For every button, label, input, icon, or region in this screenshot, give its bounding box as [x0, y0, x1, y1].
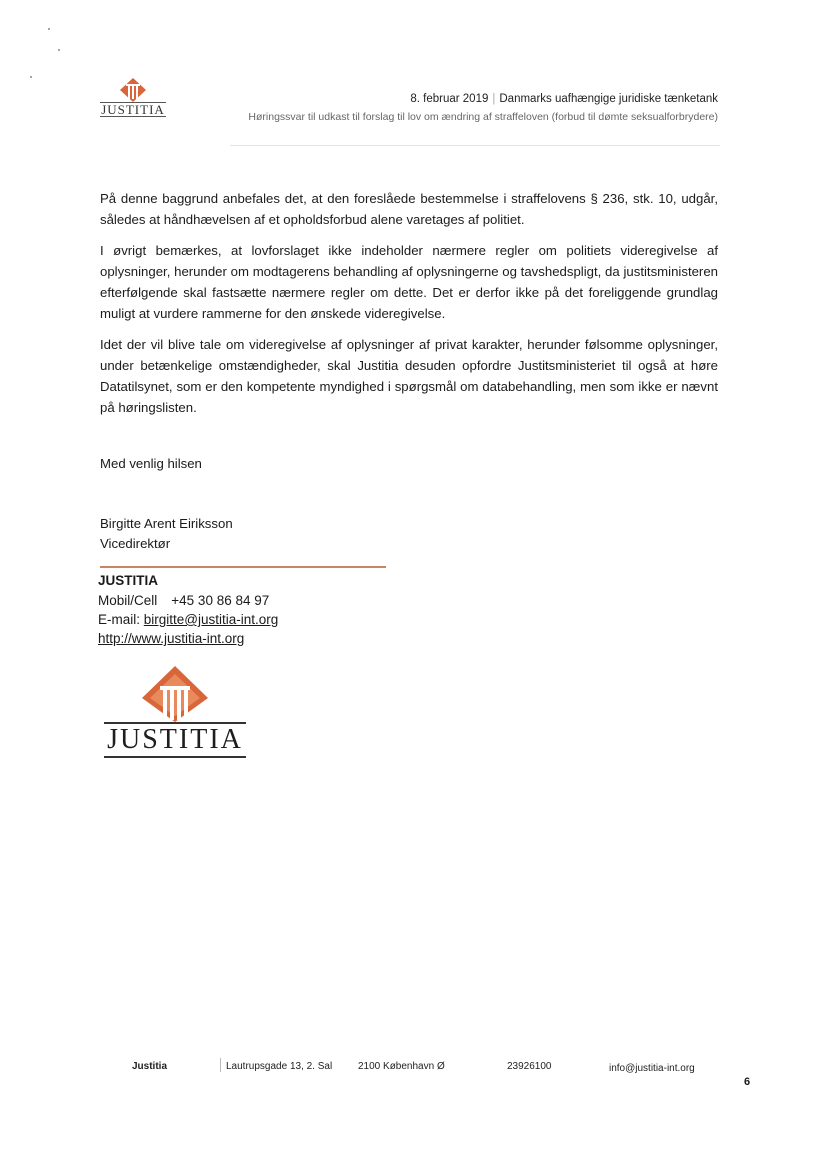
- scan-speck: [58, 49, 60, 51]
- footer-email: info@justitia-int.org: [609, 1063, 695, 1074]
- mobile-number: +45 30 86 84 97: [171, 593, 270, 608]
- justitia-emblem-icon: [100, 76, 166, 104]
- letter-body: [100, 188, 718, 428]
- header-tagline: Danmarks uafhængige juridiske tænketank: [499, 93, 718, 105]
- signature-org: JUSTITIA: [98, 573, 159, 588]
- page-number: 6: [744, 1076, 751, 1088]
- footer-org: Justitia: [132, 1061, 168, 1072]
- signature-logo: [100, 664, 250, 764]
- header-date-line: 8. februar 2019 | Danmarks uafhængige juridiske tænketank: [410, 93, 718, 105]
- body-paragraph: I øvrigt bemærkes, at lovforslaget ikke indeholder nærmere regler om politiets videregivelse af oplysninger, herunder om modtagerens behandling af oplysningerne og tavshedspligt, da justitsministeren efterfølgende skal fastsætte nærmere regler om dette. Det er derfor ikke på det foreliggende grundlag muligt at vurdere rammerne for den ønskede videregivelse.: [100, 243, 718, 321]
- header-logo-word: JUSTITIA: [101, 102, 165, 117]
- closing-greeting: Med venlig hilsen: [100, 456, 202, 471]
- website-link[interactable]: http://www.justitia-int.org: [98, 631, 245, 646]
- signature-divider: [100, 566, 386, 568]
- signature-logo-word: JUSTITIA: [104, 722, 246, 758]
- email-link[interactable]: birgitte@justitia-int.org: [143, 612, 279, 627]
- header-date: 8. februar 2019: [410, 93, 489, 105]
- signer-name: Birgitte Arent Eiriksson: [100, 516, 233, 531]
- justitia-emblem-icon: [100, 664, 250, 724]
- signature-website: [98, 631, 244, 646]
- mobile-label: Mobil/Cell: [98, 593, 158, 608]
- header-subject: Høringssvar til udkast til forslag til lov om ændring af straffeloven (forbud til dømte seksualforbrydere): [248, 111, 718, 123]
- signature-email: [98, 612, 278, 627]
- body-paragraph: På denne baggrund anbefales det, at den foreslåede bestemmelse i straffelovens § 236, stk. 10, udgår, således at håndhævelsen af et opholdsforbud alene varetages af politiet.: [100, 191, 718, 227]
- scan-speck: [30, 76, 32, 78]
- footer-divider: [220, 1058, 221, 1072]
- header-divider: [230, 145, 720, 146]
- header-logo: [100, 76, 170, 122]
- signer-title: Vicedirektør: [100, 536, 171, 551]
- signature-mobile: [98, 593, 269, 608]
- email-label: E-mail:: [98, 612, 141, 627]
- scan-speck: [48, 28, 50, 30]
- body-paragraph: Idet der vil blive tale om videregivelse af oplysninger af privat karakter, herunder følsomme oplysninger, under betænkelige omstændigheder, skal Justitia desuden opfordre Justitsministeriet til også at høre Datatilsynet, som er den kompetente myndighed i spørgsmål om databehandling, men som ikke er nævnt på høringslisten.: [100, 337, 718, 415]
- footer-address: Lautrupsgade 13, 2. Sal: [226, 1061, 333, 1072]
- footer-cvr: 23926100: [507, 1061, 552, 1072]
- footer-city: 2100 København Ø: [358, 1061, 445, 1072]
